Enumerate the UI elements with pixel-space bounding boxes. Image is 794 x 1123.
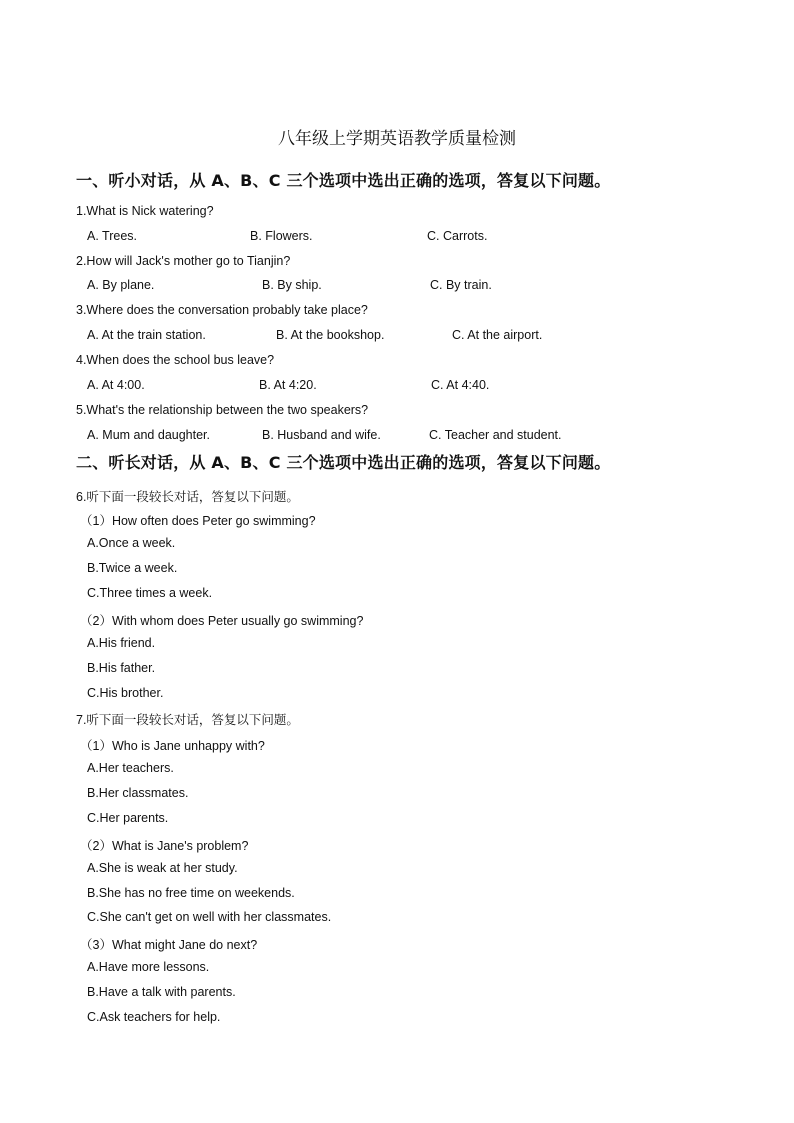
question-2: 2.How will Jack's mother go to Tianjin? (76, 254, 291, 268)
question-7-intro: 7.听下面一段较长对话，答复以下问题。 (76, 713, 299, 727)
q6-sub2-question: （2）With whom does Peter usually go swimming? (80, 614, 364, 628)
q2-option-c: C. By train. (430, 278, 492, 292)
q6-sub2-option-b: B.His father. (87, 661, 156, 675)
q7-sub2-option-b: B.She has no free time on weekends. (87, 886, 295, 900)
q1-option-c: C. Carrots. (427, 229, 488, 243)
q7-sub3-question: （3）What might Jane do next? (80, 938, 258, 952)
q3-option-b: B. At the bookshop. (276, 328, 385, 342)
q3-option-c: C. At the airport. (452, 328, 543, 342)
q3-option-a: A. At the train station. (87, 328, 206, 342)
q4-option-a: A. At 4:00. (87, 378, 145, 392)
q4-option-b: B. At 4:20. (259, 378, 317, 392)
question-3: 3.Where does the conversation probably take place? (76, 303, 368, 317)
q7-sub3-option-b: B.Have a talk with parents. (87, 985, 236, 999)
q7-sub3-option-a: A.Have more lessons. (87, 960, 210, 974)
q6-sub2-option-a: A.His friend. (87, 636, 156, 650)
question-6-intro: 6.听下面一段较长对话，答复以下问题。 (76, 490, 299, 504)
q2-option-b: B. By ship. (262, 278, 322, 292)
q5-option-a: A. Mum and daughter. (87, 428, 210, 442)
q6-sub1-option-c: C.Three times a week. (87, 586, 213, 600)
question-5: 5.What's the relationship between the two speakers? (76, 403, 369, 417)
q7-sub1-option-b: B.Her classmates. (87, 786, 189, 800)
q7-sub2-option-c: C.She can't get on well with her classmates. (87, 910, 332, 924)
q7-sub2-question: （2）What is Jane's problem? (80, 839, 249, 853)
q7-sub3-option-c: C.Ask teachers for help. (87, 1010, 221, 1024)
q6-sub1-question: （1）How often does Peter go swimming? (80, 514, 316, 528)
section-2-heading: 二、听长对话，从 A、B、C 三个选项中选出正确的选项，答复以下问题。 (76, 453, 611, 472)
question-1: 1.What is Nick watering? (76, 204, 214, 218)
q7-sub1-option-c: C.Her parents. (87, 811, 169, 825)
q7-sub1-option-a: A.Her teachers. (87, 761, 174, 775)
q6-sub1-option-a: A.Once a week. (87, 536, 176, 550)
q4-option-c: C. At 4:40. (431, 378, 490, 392)
q5-option-c: C. Teacher and student. (429, 428, 562, 442)
q1-option-b: B. Flowers. (250, 229, 313, 243)
q1-option-a: A. Trees. (87, 229, 138, 243)
page-title: 八年级上学期英语教学质量检测 (278, 129, 516, 149)
q6-sub2-option-c: C.His brother. (87, 686, 164, 700)
q7-sub2-option-a: A.She is weak at her study. (87, 861, 238, 875)
q5-option-b: B. Husband and wife. (262, 428, 381, 442)
q6-sub1-option-b: B.Twice a week. (87, 561, 178, 575)
section-1-heading: 一、听小对话，从 A、B、C 三个选项中选出正确的选项，答复以下问题。 (76, 171, 611, 190)
q2-option-a: A. By plane. (87, 278, 155, 292)
question-4: 4.When does the school bus leave? (76, 353, 275, 367)
q7-sub1-question: （1）Who is Jane unhappy with? (80, 739, 265, 753)
